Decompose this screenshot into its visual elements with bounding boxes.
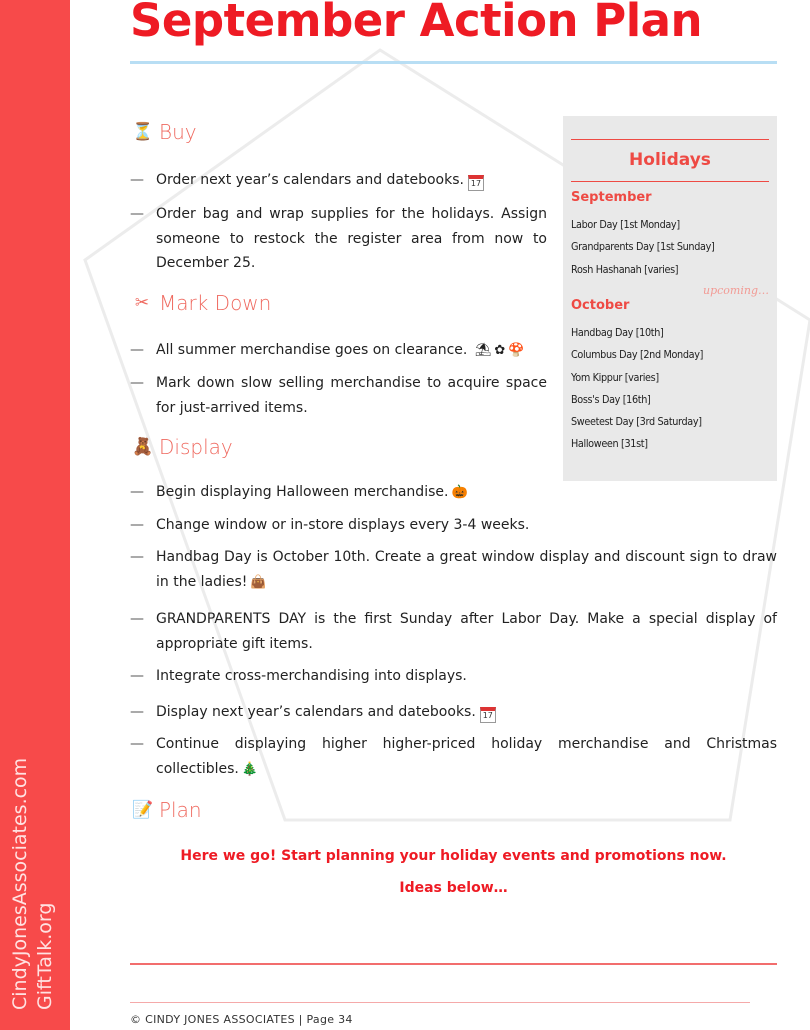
list-item: — Begin displaying Halloween merchandise. 🎃 <box>130 484 468 500</box>
holiday-item: Boss's Day [16th] <box>571 393 651 406</box>
holidays-month-october: October <box>571 298 630 313</box>
section-heading-buy <box>132 120 197 144</box>
scissors-icon: ✂ <box>134 293 150 313</box>
holiday-item: Halloween [31st] <box>571 437 648 450</box>
hourglass-icon: ⏳ <box>132 122 154 142</box>
mushroom-icon: 🍄 <box>508 343 525 358</box>
holiday-item: Yom Kippur [varies] <box>571 371 659 384</box>
title-divider <box>130 61 777 64</box>
holidays-upcoming-note: upcoming… <box>703 284 769 297</box>
calendar-icon: 17 <box>480 707 496 723</box>
brand-sidebar-text <box>8 758 58 1010</box>
list-item: — GRANDPARENTS DAY is the first Sunday after Labor Day. Make a special display of appropriate gift items. <box>130 611 777 652</box>
beach-umbrella-icon: ⛱ <box>474 343 492 358</box>
list-item: — Handbag Day is October 10th. Create a great window display and discount sign to draw in the ladies! 👜 <box>130 549 777 590</box>
brand-sidebar <box>0 0 70 1030</box>
brand-blog[interactable]: GiftTalk.org <box>34 902 56 1010</box>
holidays-top-rule <box>571 139 769 140</box>
list-item: — Continue displaying higher higher-priced holiday merchandise and Christmas collectibles. 🎄 <box>130 736 777 777</box>
section-title-plan: Plan <box>159 798 202 822</box>
section-title-buy: Buy <box>159 120 197 144</box>
section-heading-markdown <box>132 291 271 315</box>
section-heading-plan <box>132 798 202 822</box>
plan-callout-line-2: Ideas below… <box>399 880 508 896</box>
notes-divider <box>130 963 777 965</box>
holidays-title: Holidays <box>629 150 711 170</box>
holiday-item: Sweetest Day [3rd Saturday] <box>571 415 702 428</box>
brand-website[interactable]: CindyJonesAssociates.com <box>9 757 31 1010</box>
list-item: — Order next year’s calendars and datebooks. 17 <box>130 168 550 193</box>
list-item: — Change window or in-store displays every 3-4 weeks. <box>130 517 530 533</box>
holiday-item: Grandparents Day [1st Sunday] <box>571 240 715 253</box>
holidays-title-rule <box>571 181 769 182</box>
section-title-markdown: Mark Down <box>159 291 272 315</box>
holiday-item: Columbus Day [2nd Monday] <box>571 348 704 361</box>
calendar-icon: 17 <box>468 175 484 191</box>
flower-icon: ✿ <box>494 343 506 358</box>
plan-callout-line-1: Here we go! Start planning your holiday events and promotions now. <box>180 848 727 864</box>
christmas-tree-icon: 🎄 <box>241 761 259 777</box>
list-item: — Display next year’s calendars and datebooks. 17 <box>130 700 777 725</box>
handbag-icon: 👜 <box>250 574 267 590</box>
page-title: September Action Plan <box>130 0 703 47</box>
page-footer: © CINDY JONES ASSOCIATES | Page 34 <box>130 1013 353 1026</box>
teddy-bear-icon: 🧸 <box>132 437 154 457</box>
section-title-display: Display <box>159 435 233 459</box>
holiday-item: Rosh Hashanah [varies] <box>571 263 679 276</box>
jack-o-lantern-icon: 🎃 <box>451 485 468 500</box>
list-item: — Mark down slow selling merchandise to acquire space for just-arrived items. <box>130 375 547 416</box>
holidays-month-september: September <box>571 190 652 205</box>
section-heading-display <box>132 435 233 459</box>
holidays-box <box>563 116 777 481</box>
footer-divider <box>130 1002 750 1003</box>
list-item: — All summer merchandise goes on clearance. ⛱ ✿ 🍄 <box>130 342 525 358</box>
list-item: — Integrate cross-merchandising into displays. <box>130 668 467 684</box>
holiday-item: Handbag Day [10th] <box>571 326 664 339</box>
memo-icon: 📝 <box>132 800 154 820</box>
list-item: — Order bag and wrap supplies for the holidays. Assign someone to restock the register area from now to December 25. <box>130 206 547 271</box>
holiday-item: Labor Day [1st Monday] <box>571 218 680 231</box>
